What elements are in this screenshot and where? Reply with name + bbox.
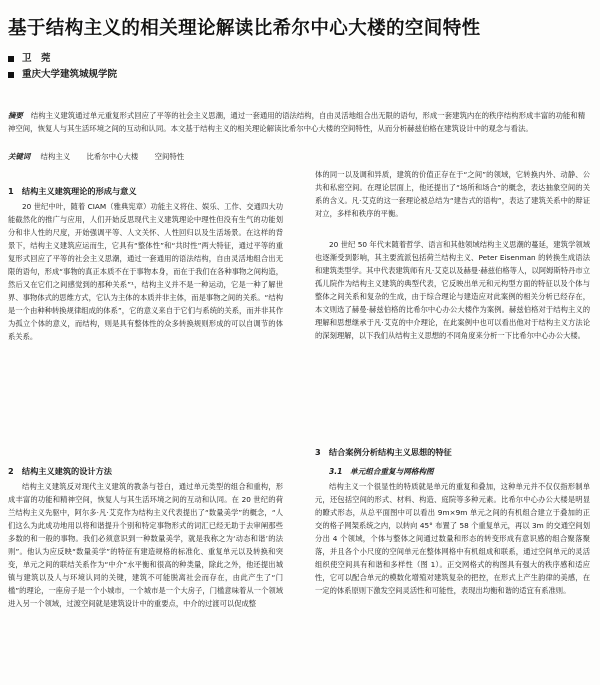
continuation-paragraph: 体的同一以及调和异质，建筑的价值正存在于“之间”的领域，它转换内外、动静、公共和私密空间。在理论层面上，他还提出了“场所和场合”的概念，表达抽象空间的关系的含义。凡·艾克的这一套理论被总结为“建告式的语构”，表达了建筑关系中的辩证对立，多样和秩序的平衡。	[315, 170, 590, 218]
abstract	[8, 110, 592, 135]
keywords-label: 关键词	[8, 152, 31, 161]
section-3-paragraph: 结构主义一个很显性的特质就是单元的重复和叠加，这种单元并不仅仅指形制单元，还包括空间的形式、材料、构造、庭院等多种元素。比希尔中心办公大楼是明显的瞭式形态，从总平面图中可以看出 9m×9m 单元之间的有机组合建立于叠加的正交的格子网架系统之内，以转向 45° 布置了 58 个重复单元，再以 3m 的交通空间划分出 4 个领域，个体与整体之间通过数量和形态的转变形成有意识感的组合聚落聚落，并且各个小尺度的空间单元在整体网格中有机组成和联系，通过空间单元的灵活组织使空间具有和谐和多样性（图 1）。正交网格式的构图具有强大的秩序感和适应性，它可以配合单元的模数化增殖对建筑复杂的把控，在形式上产生韵律的美感，在一定的体系原则下激发空间灵活性和可能性，表现出均衡和谐的适宜有系准则。	[315, 482, 590, 595]
section-2-paragraph: 结构主义建筑反对现代主义建筑的教条与苍白，通过单元类型的组合和重构，形成丰富的功能和精神空间，恢复人与其生活环境之间的互动和认同。在 20 世纪的荷兰结构主义先驱中，阿尔多·凡·艾克作为结构主义代表提出了“数量美学”的概念，“人们这么为此成功地用以将和谐提升个别和特定事物形式的词汇已经无助于去审阐那些多数的和一般的事物。我们必须意识到一种数量美学，就是我称之为‘动态和谐’的法则”。他认为应反映“数量美学”的特征有建造规格的标准化、重复单元以及转换和突变，单元之间的联结关系作为“中介”水平衡和很高的种类量，除此之外，他还提出城镇与建筑以及人与环境认同的关键，建筑不可能脱离社会而存在，由此产生了“门槛”的理论，一座房子是一个小城市，一个城市是一个大房子，门槛意味着从一个领域进入另一个领域，过渡空间就是建筑设计中的重要点，中介的过渡可以促成整	[8, 482, 283, 608]
keyword: 比希尔中心大楼	[86, 152, 139, 161]
keywords	[8, 151, 198, 162]
author-name: 卫 莞	[8, 50, 51, 64]
abstract-label: 摘要	[8, 111, 23, 120]
author-affiliation: 重庆大学建筑城规学院	[8, 66, 117, 80]
section-2-heading: 2 结构主义建筑的设计方法	[8, 466, 112, 476]
square-bullet-icon	[8, 56, 14, 62]
square-bullet-icon	[8, 72, 14, 78]
section-1-heading: 1 结构主义建筑理论的形成与意义	[8, 186, 137, 196]
abstract-text: 结构主义建筑通过单元重复形式回应了平等的社会主义思潮，通过一套通用的语法结构，自由灵活地组合出无限的语句，形成一套建筑内在的秩序结构形成丰富的功能和精神空间，恢复人与其生活环境之间的互动和认同。本文基于结构主义的相关理论解读比希尔中心大楼的空间特性，从而分析赫兹伯格在建筑设计中的观念与看法。	[8, 111, 586, 133]
keyword: 空间特性	[154, 152, 185, 161]
keyword: 结构主义	[40, 152, 71, 161]
body-paragraph: 20 世纪 50 年代末随着哲学、语言和其他领域结构主义思潮的蔓延，建筑学领域也逐渐受到影响，其主要流派包括荷兰结构主义、Peter Eisenman 的转换生成语法和建筑类型学。其中代表建筑师有凡·艾克以及赫曼·赫兹伯格等人，以阿姆斯特丹市立孤儿院作为结构主义建筑的典型代表，它反映出单元和元构型方面的特征以及个体与整体之间关系和复杂的生成，由于综合理论与建造应对此案例的相关分析已经存在，本文则选了赫曼·赫兹伯格的比希尔中心办公大楼作为案例。赫兹伯格对于结构主义的理解和思想继承于凡·艾克的中介理论，在此案例中也可以看出他对于结构主义方法论的深刻理解，以下我们从结构主义思想的不同角度来分析一下比希尔中心办公大楼。	[315, 240, 590, 340]
section-1-paragraph: 20 世纪中叶，随着 CIAM（雅典宪章）功能主义将住、娱乐、工作、交通四大功能截然化的推广与应用，人们开始反思现代主义建筑理论中理性但没有生气的功能划分和非人性的尺度，开始强调平等、人文关怀、人性回归以及生活场景。在这样的背景下，结构主义建筑应运而生，它具有“整体性”和“共时性”两大特征，通过平等的重复形式回应了平等的社会主义思潮，通过一套通用的语法结构，自由灵活地组合出无限的语句，形成“事物的真正本质不在于事物本身，而在于我们在各种事物之间构造，然后又在它们之间感觉到的那种关系”¹，结构主义并不是一种运动，它是一种了解世界、事物体式的思维方式，它认为主体的本质并非主体，而是事物之间的关系。“结构是一个由种种转换规律组成的体系”，它的意义来自于它们与系统的关系，而并非其作为孤立个体的意义，而结构，则是具有整体性的众多转换规则形成的可以自调节的体系关系。	[8, 202, 283, 341]
section-3-heading: 3 结合案例分析结构主义思想的特征	[315, 447, 452, 457]
paper-title: 基于结构主义的相关理论解读比希尔中心大楼的空间特性	[8, 18, 481, 39]
subsection-3-1-heading: 3.1 单元组合重复与网格构图	[329, 467, 434, 476]
